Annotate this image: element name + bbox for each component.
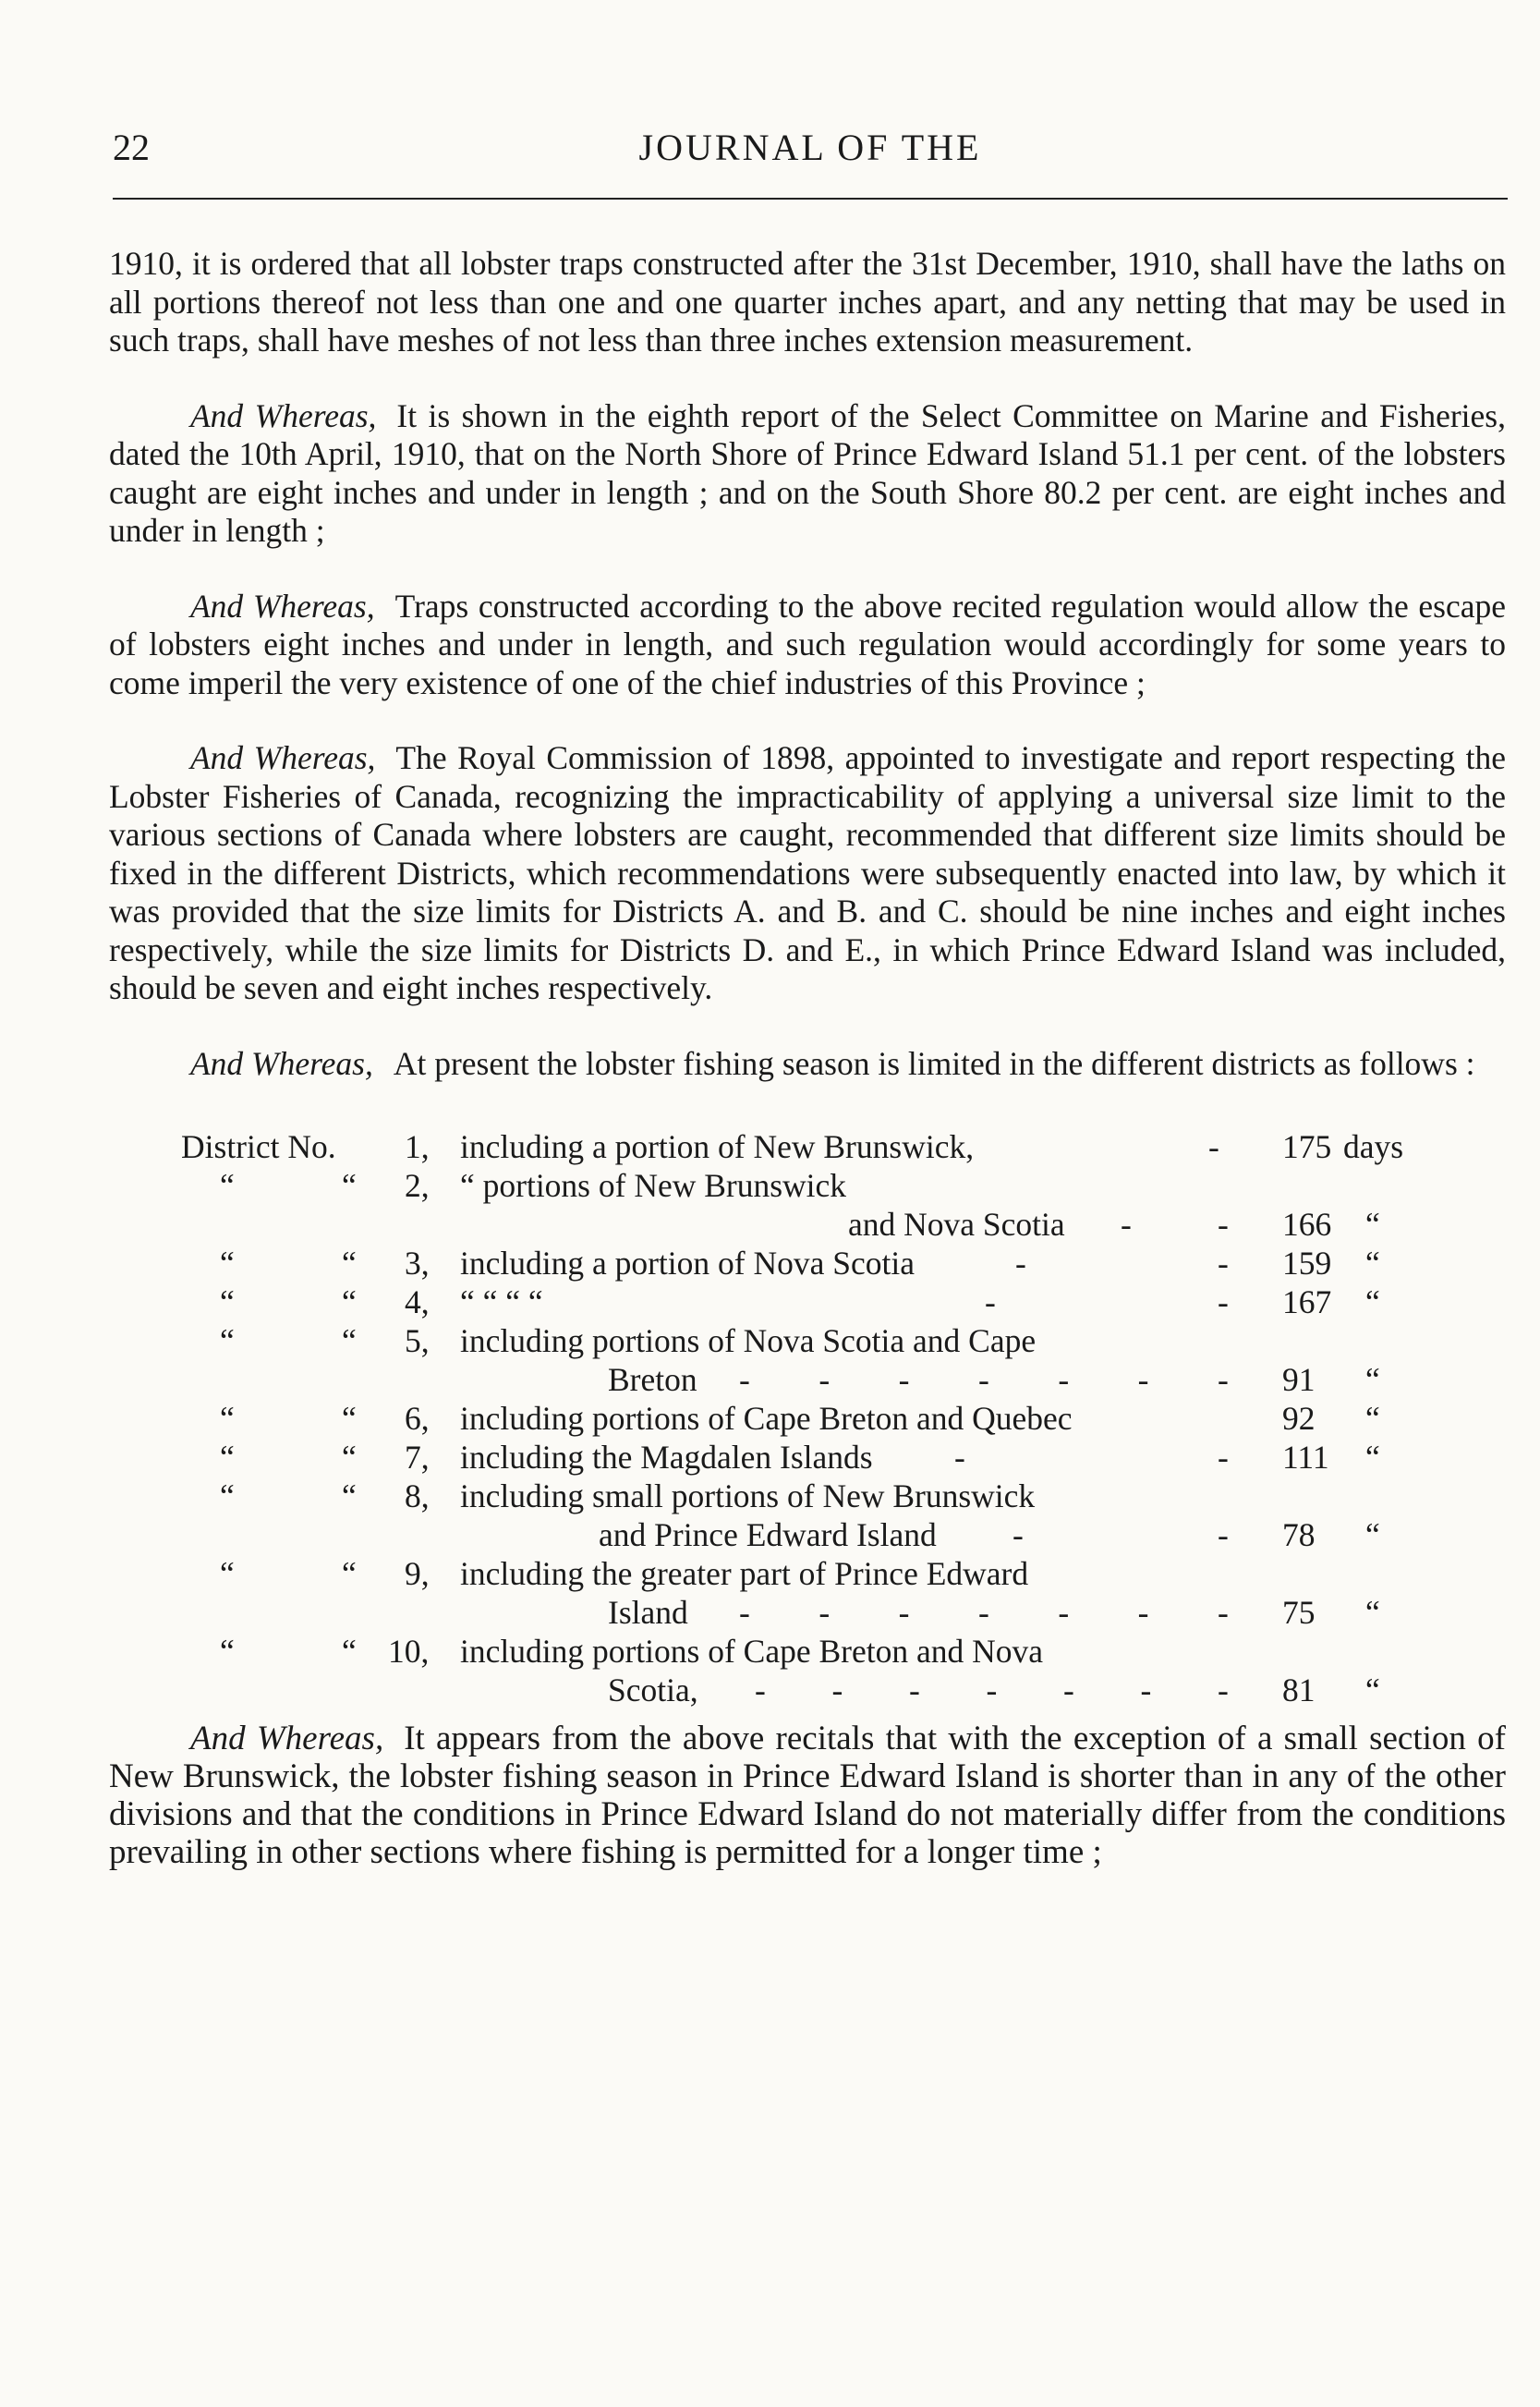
leader-dash: - [755, 1672, 766, 1708]
ditto-mark: “ [342, 1477, 357, 1514]
leader-dash: - [1013, 1516, 1024, 1553]
ditto-mark: “ [220, 1633, 235, 1670]
ditto-mark: “ [220, 1167, 235, 1204]
district-season-table [109, 1127, 1506, 1708]
district-number: 7, [405, 1439, 430, 1476]
ditto-mark: “ [342, 1283, 357, 1320]
page-body [109, 245, 1506, 1908]
district-row [109, 1244, 1506, 1283]
district-number: 3, [405, 1245, 430, 1282]
season-days: 91 [1282, 1361, 1316, 1398]
leader-dash: - [986, 1672, 998, 1708]
page-number: 22 [113, 127, 150, 168]
paragraph-continuation [109, 245, 1506, 360]
leader-dash: - [1121, 1206, 1132, 1243]
district-row [109, 1399, 1506, 1438]
leader-dash: - [1218, 1516, 1229, 1553]
district-description: “ “ “ “ [460, 1283, 543, 1320]
season-days: 111 [1282, 1439, 1329, 1476]
leader-dash: - [954, 1439, 965, 1476]
leader-dash: - [1208, 1128, 1219, 1165]
whereas-lead: And Whereas, [190, 1720, 384, 1757]
district-number: 5, [405, 1322, 430, 1359]
leader-dash: - [1015, 1245, 1026, 1282]
district-description: including small portions of New Brunswick [460, 1477, 1036, 1514]
paragraph-whereas-select-committee [109, 397, 1506, 551]
paragraph-text: 1910, it is ordered that all lobster traps constructed after the 31st December, 1910, shall have the laths on all portions thereof not less than one and one quarter inches apart, and any netting that may be used in such traps, shall have meshes of not less than three inches extension measurement. [109, 245, 1506, 359]
paragraph-whereas-traps [109, 588, 1506, 703]
district-description: including a portion of New Brunswick, [460, 1128, 975, 1165]
ditto-mark: “ [342, 1400, 357, 1437]
district-number: 10, [388, 1633, 430, 1670]
leader-dash: - [898, 1361, 910, 1398]
whereas-lead: And Whereas, [190, 739, 376, 776]
ditto-mark: “ [220, 1245, 235, 1282]
district-row [109, 1632, 1506, 1671]
page-header [113, 126, 1508, 172]
leader-dash: - [1058, 1361, 1070, 1398]
leader-dash: - [1140, 1672, 1152, 1708]
paragraph-whereas-royal-commission [109, 739, 1506, 1008]
ditto-mark: “ [342, 1322, 357, 1359]
ditto-mark: “ [1365, 1516, 1380, 1553]
district-description: including portions of Nova Scotia and Cape [460, 1322, 1037, 1359]
district-number: 6, [405, 1400, 430, 1437]
district-number: 8, [405, 1477, 430, 1514]
season-days: 175 [1282, 1128, 1332, 1165]
ditto-mark: “ [220, 1555, 235, 1592]
ditto-mark: “ [342, 1167, 357, 1204]
leader-dash: - [1218, 1283, 1229, 1320]
leader-dash: - [1218, 1672, 1229, 1708]
leader-dash: - [1218, 1206, 1229, 1243]
ditto-mark: “ [342, 1245, 357, 1282]
ditto-mark: “ [1365, 1361, 1380, 1398]
season-days: 81 [1282, 1672, 1316, 1708]
district-description-continuation: Scotia, [608, 1672, 698, 1708]
leader-dash: - [739, 1361, 750, 1398]
leader-dash: - [1058, 1594, 1070, 1631]
district-description-continuation: and Nova Scotia [848, 1206, 1065, 1243]
district-description: “ portions of New Brunswick [460, 1167, 847, 1204]
district-row-continuation [109, 1515, 1506, 1554]
ditto-mark: “ [342, 1633, 357, 1670]
leader-dash: - [1137, 1594, 1149, 1631]
ditto-mark: “ [1365, 1283, 1380, 1320]
ditto-mark: “ [220, 1322, 235, 1359]
ditto-mark: “ [1365, 1672, 1380, 1708]
season-days: 75 [1282, 1594, 1316, 1631]
days-unit: days [1343, 1128, 1404, 1165]
running-head: JOURNAL OF THE [638, 127, 982, 168]
district-description: including a portion of Nova Scotia [460, 1245, 915, 1282]
leader-dash: - [819, 1594, 831, 1631]
district-description-continuation: Breton [608, 1361, 697, 1398]
ditto-mark: “ [220, 1439, 235, 1476]
paragraph-whereas-closing [109, 1720, 1506, 1871]
leader-dash: - [831, 1672, 843, 1708]
leader-dash: - [1063, 1672, 1074, 1708]
paragraph-text: It is shown in the eighth report of the Select Committee on Marine and Fisheries, dated the 10th April, 1910, that on the North Shore of Prince Edward Island 51.1 per cent. of the lobsters caught are eight inches and under in length ; and on the South Shore 80.2 per cent. are eight inches and under in length ; [109, 396, 1506, 549]
district-row-continuation [109, 1205, 1506, 1244]
leader-dash: - [739, 1594, 750, 1631]
season-days: 159 [1282, 1245, 1332, 1282]
header-rule [113, 198, 1508, 200]
season-days: 166 [1282, 1206, 1332, 1243]
district-description: including the greater part of Prince Edward [460, 1555, 1029, 1592]
district-row [109, 1283, 1506, 1321]
leader-dash: - [978, 1594, 989, 1631]
ditto-mark: “ [1365, 1439, 1380, 1476]
district-description: including the Magdalen Islands [460, 1439, 873, 1476]
district-row [109, 1477, 1506, 1515]
ditto-mark: “ [1365, 1206, 1380, 1243]
district-row [109, 1438, 1506, 1477]
district-number: 9, [405, 1555, 430, 1592]
district-description-continuation: Island [608, 1594, 688, 1631]
paragraph-whereas-season [109, 1045, 1506, 1084]
season-days: 167 [1282, 1283, 1332, 1320]
district-description: including portions of Cape Breton and Nova [460, 1633, 1043, 1670]
leader-dash: - [1137, 1361, 1149, 1398]
leader-dash: - [819, 1361, 831, 1398]
district-row-continuation [109, 1593, 1506, 1632]
district-row [109, 1321, 1506, 1360]
ditto-mark: “ [1365, 1400, 1380, 1437]
whereas-lead: And Whereas, [190, 396, 377, 434]
whereas-lead: And Whereas, [190, 587, 375, 625]
ditto-mark: “ [220, 1477, 235, 1514]
ditto-mark: “ [220, 1400, 235, 1437]
district-description-continuation: and Prince Edward Island [599, 1516, 937, 1553]
ditto-mark: “ [1365, 1245, 1380, 1282]
leader-dash: - [978, 1361, 989, 1398]
paragraph-text: Traps constructed according to the above recited regulation would allow the escape of lobsters eight inches and under in length, and such regulation would accordingly for some years to come imperil the very existence of one of the chief industries of this Province ; [109, 587, 1506, 701]
district-row-continuation [109, 1360, 1506, 1399]
district-number: 2, [405, 1167, 430, 1204]
leader-dash: - [1218, 1361, 1229, 1398]
leader-dash: - [909, 1672, 920, 1708]
district-description: including portions of Cape Breton and Quebec [460, 1400, 1073, 1437]
leader-dash: - [1218, 1594, 1229, 1631]
district-number: 1, [405, 1128, 430, 1165]
ditto-mark: “ [1365, 1594, 1380, 1631]
season-days: 78 [1282, 1516, 1316, 1553]
district-row-continuation [109, 1671, 1506, 1709]
leader-dash: - [1218, 1245, 1229, 1282]
leader-dash: - [985, 1283, 996, 1320]
ditto-mark: “ [220, 1283, 235, 1320]
whereas-lead: And Whereas, [190, 1044, 373, 1082]
district-row [109, 1127, 1506, 1166]
district-row [109, 1554, 1506, 1593]
ditto-mark: “ [342, 1555, 357, 1592]
district-number: 4, [405, 1283, 430, 1320]
district-row [109, 1166, 1506, 1205]
paragraph-text: At present the lobster fishing season is limited in the different districts as follows : [393, 1044, 1475, 1082]
season-days: 92 [1282, 1400, 1316, 1437]
paragraph-text: The Royal Commission of 1898, appointed to investigate and report respecting the Lobster Fisheries of Canada, recognizing the impracticability of applying a universal size limit to the various sections of Canada where lobsters are caught, recommended that different size limits should be fixed in the different Districts, which recommendations were subsequently enacted into law, by which it was provided that the size limits for Districts A. and B. and C. should be nine inches and eight inches respectively, while the size limits for Districts D. and E., in which Prince Edward Island was included, should be seven and eight inches respectively. [109, 739, 1507, 1006]
paragraph-text: It appears from the above recitals that with the exception of a small section of New Brunswick, the lobster fishing season in Prince Edward Island is shorter than in any of the other divisions and that the conditions in Prince Edward Island do not materially differ from the conditions prevailing in other sections where fishing is permitted for a longer time ; [109, 1720, 1506, 1871]
leader-dash: - [1218, 1439, 1229, 1476]
ditto-mark: “ [342, 1439, 357, 1476]
district-label: District No. [181, 1128, 336, 1165]
leader-dash: - [898, 1594, 910, 1631]
